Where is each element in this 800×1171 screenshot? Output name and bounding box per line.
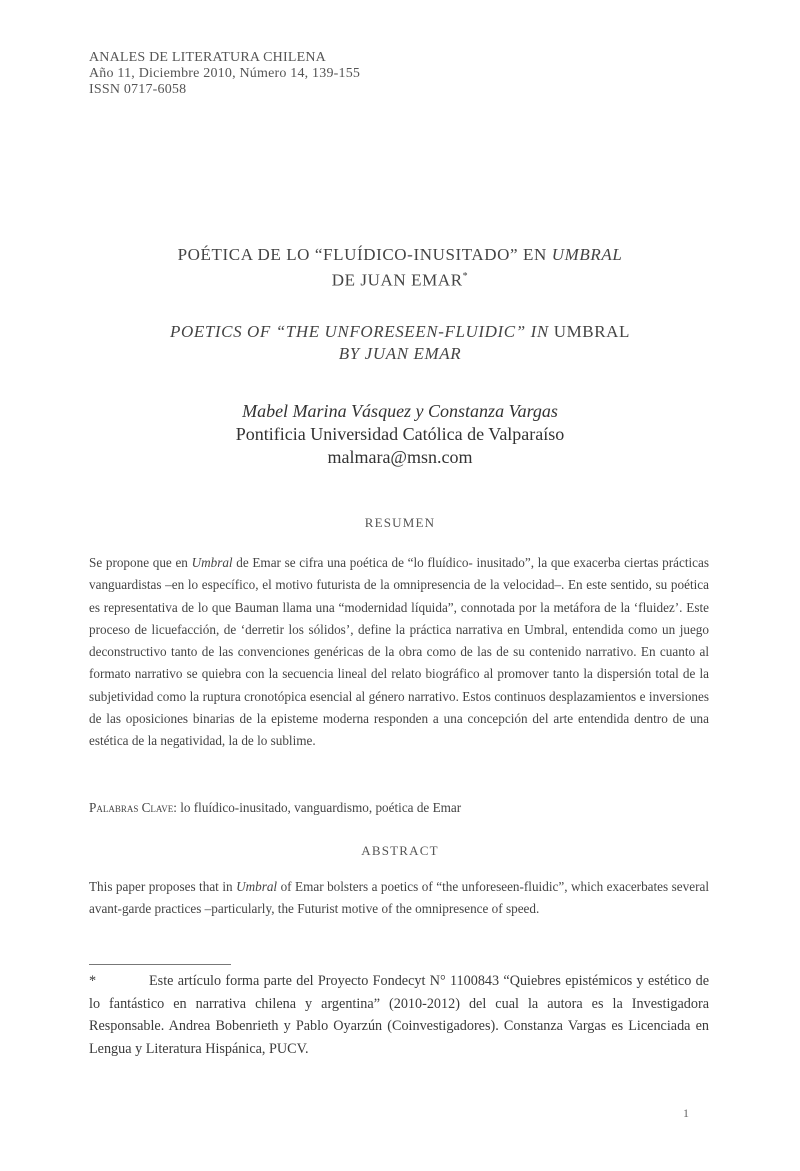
title-english-author: BY JUAN EMAR [338, 344, 462, 363]
journal-name: ANALES DE LITERATURA CHILENA [89, 50, 326, 65]
abstract-text [89, 876, 709, 921]
author-block [0, 400, 800, 469]
author-email: malmara@msn.com [327, 447, 473, 467]
footnote-divider [89, 964, 231, 965]
resumen-text [89, 552, 709, 753]
journal-issue: Año 11, Diciembre 2010, Número 14, 139-155 [89, 66, 361, 81]
footnote-mark: * [89, 973, 97, 989]
title-spanish-line-2 [0, 266, 800, 292]
keywords-label: Palabras Clave: [89, 800, 177, 815]
keywords [89, 797, 709, 819]
title-spanish-line-1 [0, 244, 800, 266]
abstract-text-rest: of Emar bolsters a poetics of “the unforeseen-fluidic”, which exacerbates several avant-garde practices –particularly, the Futurist motive of the omnipresence of speed. [89, 879, 709, 917]
author-affiliation: Pontificia Universidad Católica de Valparaíso [235, 424, 565, 444]
title-english-prefix: POETICS OF “THE UNFORESEEN-FLUIDIC” IN [169, 322, 554, 341]
footnote-text: Este artículo forma parte del Proyecto Fondecyt N° 1100843 “Quiebres epistémicos y estético de lo fantástico en narrativa chilena y argentina” (2010-2012) del cual la autora es la Investigadora Responsable. Andrea Bobenrieth y Pablo Oyarzún (Coinvestigadores). Constanza Vargas es Licenciada en Lengua y Literatura Hispánica, PUCV. [89, 973, 709, 1057]
author-names: Mabel Marina Vásquez y Constanza Vargas [242, 401, 558, 421]
title-footnote-mark: * [462, 271, 469, 282]
abstract-text-start: This paper proposes that in [89, 879, 237, 894]
title-spanish-prefix: POÉTICA DE LO “FLUÍDICO-INUSITADO” EN [177, 245, 552, 264]
title-english-line-1 [0, 321, 800, 343]
title-english-line-2 [0, 343, 800, 365]
keywords-text: lo fluídico-inusitado, vanguardismo, poética de Emar [176, 800, 462, 815]
title-english [0, 321, 800, 365]
journal-issn: ISSN 0717-6058 [89, 82, 187, 97]
resumen-text-rest: de Emar se cifra una poética de “lo fluídico- inusitado”, la que exacerba ciertas prácticas vanguardistas –en lo específico, el motivo futurista de la omnipresencia de la velocidad–. En este sentido, su poética es representativa de lo que Bauman llama una “modernidad líquida”, connotada por la metáfora de la ‘fluidez’. Este proceso de licuefacción, de ‘derretir los sólidos’, define la práctica narrativa en Umbral, entendida como un juego deconstructivo tanto de las convenciones genéricas de la obra como de las de su contenido narrativo. En cuanto al formato narrativo se quiebra con la secuencia lineal del relato biográfico al promover tanto la dispersión total de la subjetividad como la ruptura cronotópica esencial al género narrativo. Estos continuos desplazamientos e inversiones de las oposiciones binarias de la episteme moderna responden a una concepción del arte entendida dentro de una estética de la negatividad, la de lo sublime. [89, 555, 709, 749]
resumen-work-title: Umbral [191, 555, 233, 570]
title-spanish-author: DE JUAN EMAR [331, 270, 463, 290]
footnote [89, 970, 709, 1060]
title-spanish [0, 244, 800, 292]
resumen-text-start: Se propone que en [89, 555, 192, 570]
resumen-heading: RESUMEN [364, 515, 436, 530]
title-spanish-work: UMBRAL [551, 245, 623, 264]
page-mark: 1 [683, 1106, 689, 1120]
journal-header [89, 50, 360, 98]
title-english-work: UMBRAL [553, 322, 631, 341]
abstract-heading: ABSTRACT [361, 843, 439, 858]
abstract-work-title: Umbral [236, 879, 278, 894]
